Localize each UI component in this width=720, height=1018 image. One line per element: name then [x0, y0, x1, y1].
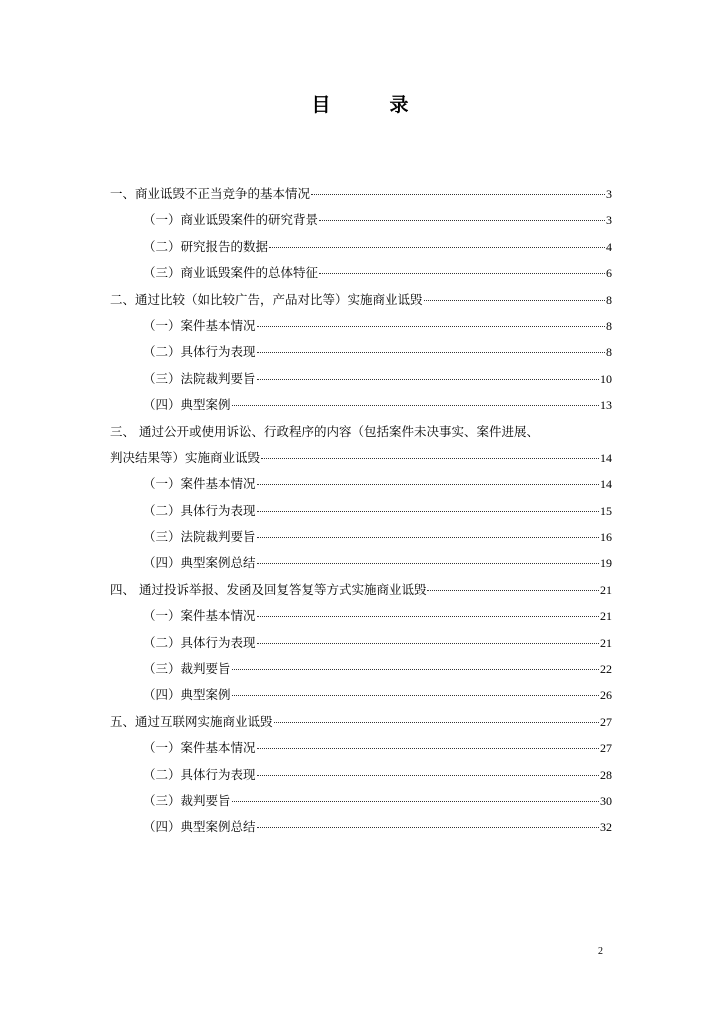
toc-item-label: （一）案件基本情况 [143, 476, 256, 492]
toc-item-label: （二）研究报告的数据 [143, 238, 269, 254]
toc-item-label: （四）典型案例总结 [143, 555, 256, 571]
toc-item[interactable] [0, 577, 720, 603]
toc-item[interactable] [0, 207, 720, 233]
toc-item[interactable] [0, 682, 720, 708]
toc-item[interactable] [0, 313, 720, 339]
dot-leader [232, 801, 599, 802]
toc-item[interactable] [0, 550, 720, 576]
dot-leader [232, 669, 599, 670]
toc-item-label: （一）商业诋毁案件的研究背景 [143, 212, 319, 228]
toc-item-page: 10 [600, 371, 612, 386]
toc-item-label: 二、通过比较（如比较广告，产品对比等）实施商业诋毁 [110, 291, 423, 307]
toc-item-page: 30 [600, 793, 612, 808]
toc-item[interactable] [0, 260, 720, 286]
toc-item-page: 3 [606, 213, 612, 228]
dot-leader [311, 194, 605, 195]
table-of-contents [0, 181, 720, 841]
dot-leader [257, 643, 599, 644]
toc-item-page: 27 [600, 741, 612, 756]
toc-item-label: （三）法院裁判要旨 [143, 529, 256, 545]
toc-item-page: 8 [606, 318, 612, 333]
toc-item-page: 32 [600, 820, 612, 835]
toc-item[interactable] [0, 709, 720, 735]
dot-leader [319, 220, 605, 221]
dot-leader [257, 537, 599, 538]
toc-item-label: （二）具体行为表现 [143, 766, 256, 782]
toc-item-wrapped-first-line[interactable] [0, 419, 720, 445]
toc-item-page: 6 [606, 266, 612, 281]
toc-item-label: （三）裁判要旨 [143, 661, 231, 677]
dot-leader [257, 352, 605, 353]
toc-item[interactable] [0, 234, 720, 260]
dot-leader [257, 484, 599, 485]
toc-item-label: （四）典型案例 [143, 687, 231, 703]
toc-item-page: 16 [600, 530, 612, 545]
toc-item-page: 8 [606, 292, 612, 307]
dot-leader [424, 300, 605, 301]
toc-item[interactable] [0, 524, 720, 550]
toc-item-page: 3 [606, 187, 612, 201]
toc-item-label: （四）典型案例总结 [143, 819, 256, 835]
dot-leader [257, 827, 599, 828]
toc-item-label: （二）具体行为表现 [143, 502, 256, 518]
toc-item-label: （三）法院裁判要旨 [143, 370, 256, 386]
toc-item[interactable] [0, 788, 720, 814]
toc-item-label: 四、 通过投诉举报、发函及回复答复等方式实施商业诋毁 [110, 581, 427, 597]
toc-item[interactable] [0, 392, 720, 418]
toc-item[interactable] [0, 181, 720, 207]
toc-item-page: 13 [600, 398, 612, 413]
toc-item-label: （四）典型案例 [143, 397, 231, 413]
dot-leader [257, 775, 599, 776]
toc-item[interactable] [0, 735, 720, 761]
toc-item[interactable] [0, 366, 720, 392]
toc-item-page: 27 [600, 714, 612, 729]
toc-item-label: 一、商业诋毁不正当竞争的基本情况 [110, 186, 311, 201]
toc-item-page: 26 [600, 688, 612, 703]
toc-item-page: 14 [600, 450, 612, 465]
toc-item[interactable] [0, 471, 720, 497]
dot-leader [319, 273, 605, 274]
dot-leader [257, 511, 599, 512]
toc-item-page: 4 [606, 239, 612, 254]
toc-item-label: 五、通过互联网实施商业诋毁 [110, 713, 273, 729]
toc-item-page: 21 [600, 635, 612, 650]
toc-item[interactable] [0, 498, 720, 524]
toc-item[interactable] [0, 603, 720, 629]
toc-item[interactable] [0, 814, 720, 840]
toc-item[interactable] [0, 656, 720, 682]
page-number: 2 [598, 946, 603, 957]
dot-leader [257, 326, 605, 327]
dot-leader [257, 748, 599, 749]
dot-leader [232, 695, 599, 696]
toc-item[interactable] [0, 339, 720, 365]
toc-item-label-line1: 三、 通过公开或使用诉讼、行政程序的内容（包括案件未决事实、案件进展、 [110, 423, 539, 439]
toc-item-page: 8 [606, 345, 612, 360]
toc-item-label: （一）案件基本情况 [143, 608, 256, 624]
dot-leader [232, 405, 599, 406]
toc-item-label: （二）具体行为表现 [143, 634, 256, 650]
toc-item-page: 22 [600, 662, 612, 677]
dot-leader [257, 379, 599, 380]
toc-item-page: 21 [600, 582, 612, 597]
toc-item-page: 19 [600, 556, 612, 571]
dot-leader [269, 247, 605, 248]
toc-item[interactable] [0, 762, 720, 788]
toc-item[interactable] [0, 445, 720, 471]
toc-item-label: （一）案件基本情况 [143, 317, 256, 333]
toc-item[interactable] [0, 630, 720, 656]
dot-leader [427, 590, 599, 591]
toc-item-label: （三）裁判要旨 [143, 792, 231, 808]
toc-item[interactable] [0, 287, 720, 313]
toc-item-page: 28 [600, 767, 612, 782]
dot-leader [257, 563, 599, 564]
toc-item-label: （二）具体行为表现 [143, 344, 256, 360]
dot-leader [261, 458, 599, 459]
dot-leader [257, 616, 599, 617]
toc-item-label: 判决结果等）实施商业诋毁 [110, 449, 261, 465]
toc-item-page: 15 [600, 503, 612, 518]
dot-leader [274, 722, 599, 723]
toc-title: 目 录 [311, 94, 429, 116]
toc-item-page: 21 [600, 609, 612, 624]
toc-item-label: （一）案件基本情况 [143, 740, 256, 756]
toc-item-page: 14 [600, 477, 612, 492]
toc-item-label: （三）商业诋毁案件的总体特征 [143, 265, 319, 281]
